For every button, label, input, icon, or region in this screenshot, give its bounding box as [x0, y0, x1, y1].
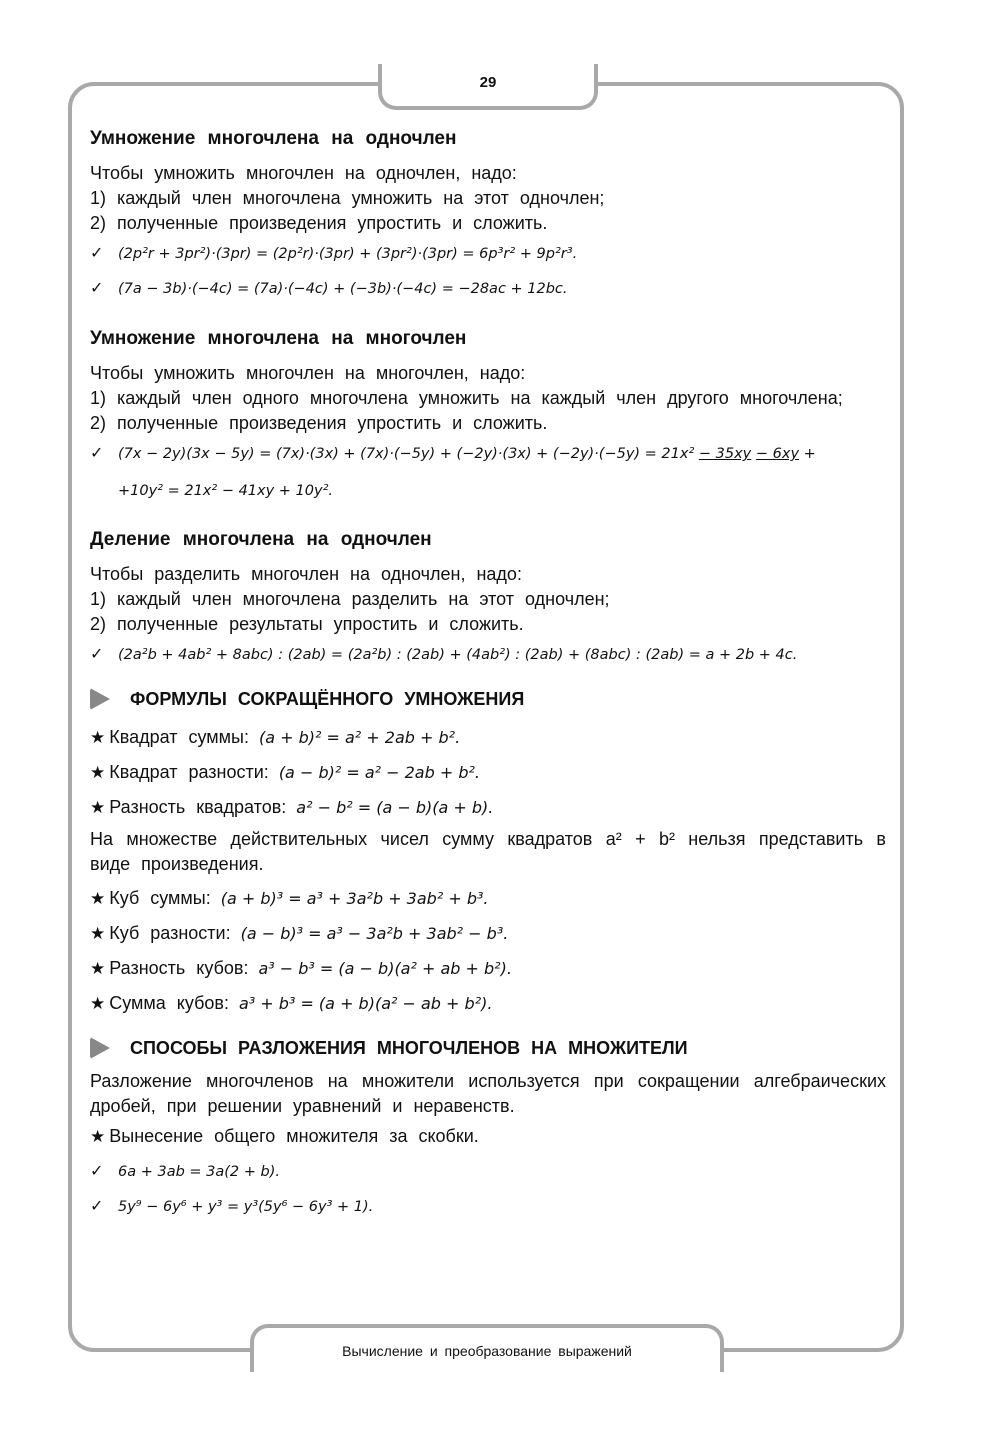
star-icon: ★ — [90, 763, 106, 782]
formula: (a + b)³ = a³ + 3a²b + 3ab² + b³. — [220, 889, 489, 908]
formula: a³ + b³ = (a + b)(a² − ab + b²). — [238, 994, 493, 1013]
paragraph-line: Чтобы умножить многочлен на многочлен, надо: — [90, 363, 526, 383]
formula-item — [90, 951, 886, 986]
section-title: Умножение многочлена на многочлен — [90, 328, 467, 349]
formula-label: Квадрат разности: — [109, 762, 269, 782]
example-line — [90, 1154, 886, 1189]
formula-label: Разность кубов: — [109, 958, 249, 978]
underlined-term: − 35xy — [698, 446, 752, 462]
paragraph-line: 1) каждый член многочлена умножить на этот одночлен; — [90, 188, 605, 208]
example-formula: (7x − 2y)(3x − 5y) = (7x)·(3x) + (7x)·(−5y) + (−2y)·(3x) + (−2y)·(−5y) = 21x² — [118, 446, 699, 462]
example-line — [90, 637, 886, 672]
formula-label: Куб разности: — [109, 923, 231, 943]
example-line — [90, 1189, 886, 1224]
chapter-heading-text: СПОСОБЫ РАЗЛОЖЕНИЯ МНОГОЧЛЕНОВ НА МНОЖИТЕЛИ — [130, 1037, 688, 1058]
page-content — [90, 124, 886, 1224]
chapter-heading — [90, 688, 886, 710]
example-formula: (2p²r + 3pr²)·(3pr) = (2p²r)·(3pr) + (3pr²)·(3pr) = 6p³r² + 9p²r³. — [118, 246, 578, 262]
example-line — [90, 271, 886, 306]
star-icon: ★ — [90, 798, 106, 817]
paragraph-line: 2) полученные произведения упростить и сложить. — [90, 213, 548, 233]
formula: a³ − b³ = (a − b)(a² + ab + b²). — [258, 959, 512, 978]
arrow-icon — [90, 1037, 110, 1059]
underlined-term: − 6xy — [755, 446, 800, 462]
check-icon: ✓ — [90, 1161, 104, 1180]
section-title: Умножение многочлена на одночлен — [90, 128, 457, 149]
formula-item — [90, 720, 886, 755]
formula: (a − b)² = a² − 2ab + b². — [278, 763, 480, 782]
check-icon: ✓ — [90, 443, 104, 462]
formula-item — [90, 916, 886, 951]
star-icon: ★ — [90, 889, 106, 908]
chapter-heading-text: ФОРМУЛЫ СОКРАЩЁННОГО УМНОЖЕНИЯ — [130, 688, 525, 709]
footer-tab — [250, 1324, 724, 1372]
check-icon: ✓ — [90, 243, 104, 262]
check-icon: ✓ — [90, 644, 104, 663]
formula: a² − b² = (a − b)(a + b). — [296, 798, 494, 817]
example-formula: (2a²b + 4ab² + 8abc) : (2ab) = (2a²b) : (2ab) + (4ab²) : (2ab) + (8abc) : (2ab) = a + 2b + 4c. — [118, 647, 798, 663]
example-line — [90, 436, 886, 471]
paragraph-line: 1) каждый член одного многочлена умножить на каждый член другого многочлена; — [90, 388, 843, 408]
star-icon: ★ — [90, 1127, 106, 1146]
example-formula: 6a + 3ab = 3a(2 + b). — [118, 1164, 280, 1180]
star-icon: ★ — [90, 924, 106, 943]
formula: (a − b)³ = a³ − 3a²b + 3ab² − b³. — [240, 924, 509, 943]
footer-title: Вычисление и преобразование выражений — [342, 1343, 632, 1359]
star-icon: ★ — [90, 728, 106, 747]
paragraph-line: 1) каждый член многочлена разделить на этот одночлен; — [90, 589, 610, 609]
formula-label: Куб суммы: — [109, 888, 211, 908]
star-icon: ★ — [90, 994, 106, 1013]
example-formula: 5y⁹ − 6y⁶ + y³ = y³(5y⁶ − 6y³ + 1). — [118, 1199, 374, 1215]
example-line — [90, 236, 886, 271]
formula-item — [90, 986, 886, 1021]
paragraph-line: Чтобы умножить многочлен на одночлен, надо: — [90, 163, 517, 183]
method-label: Вынесение общего множителя за скобки. — [109, 1126, 479, 1146]
check-icon: ✓ — [90, 278, 104, 297]
formula-label: Разность квадратов: — [109, 797, 287, 817]
formula-item — [90, 755, 886, 790]
formula-item — [90, 881, 886, 916]
chapter-heading — [90, 1037, 886, 1059]
paragraph-line: Чтобы разделить многочлен на одночлен, надо: — [90, 564, 522, 584]
paragraph-line: 2) полученные произведения упростить и сложить. — [90, 413, 548, 433]
note-paragraph: На множестве действительных чисел сумму квадратов a² + b² нельзя представить в виде произведения. — [90, 829, 886, 874]
example-continuation: +10y² = 21x² − 41xy + 10y². — [118, 483, 334, 499]
page-number: 29 — [479, 73, 497, 91]
page-number-tab — [378, 64, 598, 110]
formula: (a + b)² = a² + 2ab + b². — [258, 728, 461, 747]
intro-paragraph: Разложение многочленов на множители используется при сокращении алгебраических дробей, при решении уравнений и неравенств. — [90, 1071, 886, 1116]
section-title: Деление многочлена на одночлен — [90, 529, 432, 550]
arrow-icon — [90, 688, 110, 710]
formula-label: Квадрат суммы: — [109, 727, 249, 747]
formula-item — [90, 790, 886, 825]
paragraph-line: 2) полученные результаты упростить и сложить. — [90, 614, 524, 634]
formula-label: Сумма кубов: — [109, 993, 229, 1013]
example-formula: (7a − 3b)·(−4c) = (7a)·(−4c) + (−3b)·(−4c) = −28ac + 12bc. — [118, 281, 568, 297]
method-item — [90, 1119, 886, 1154]
check-icon: ✓ — [90, 1196, 104, 1215]
example-formula-end: + — [799, 446, 816, 462]
star-icon: ★ — [90, 959, 106, 978]
